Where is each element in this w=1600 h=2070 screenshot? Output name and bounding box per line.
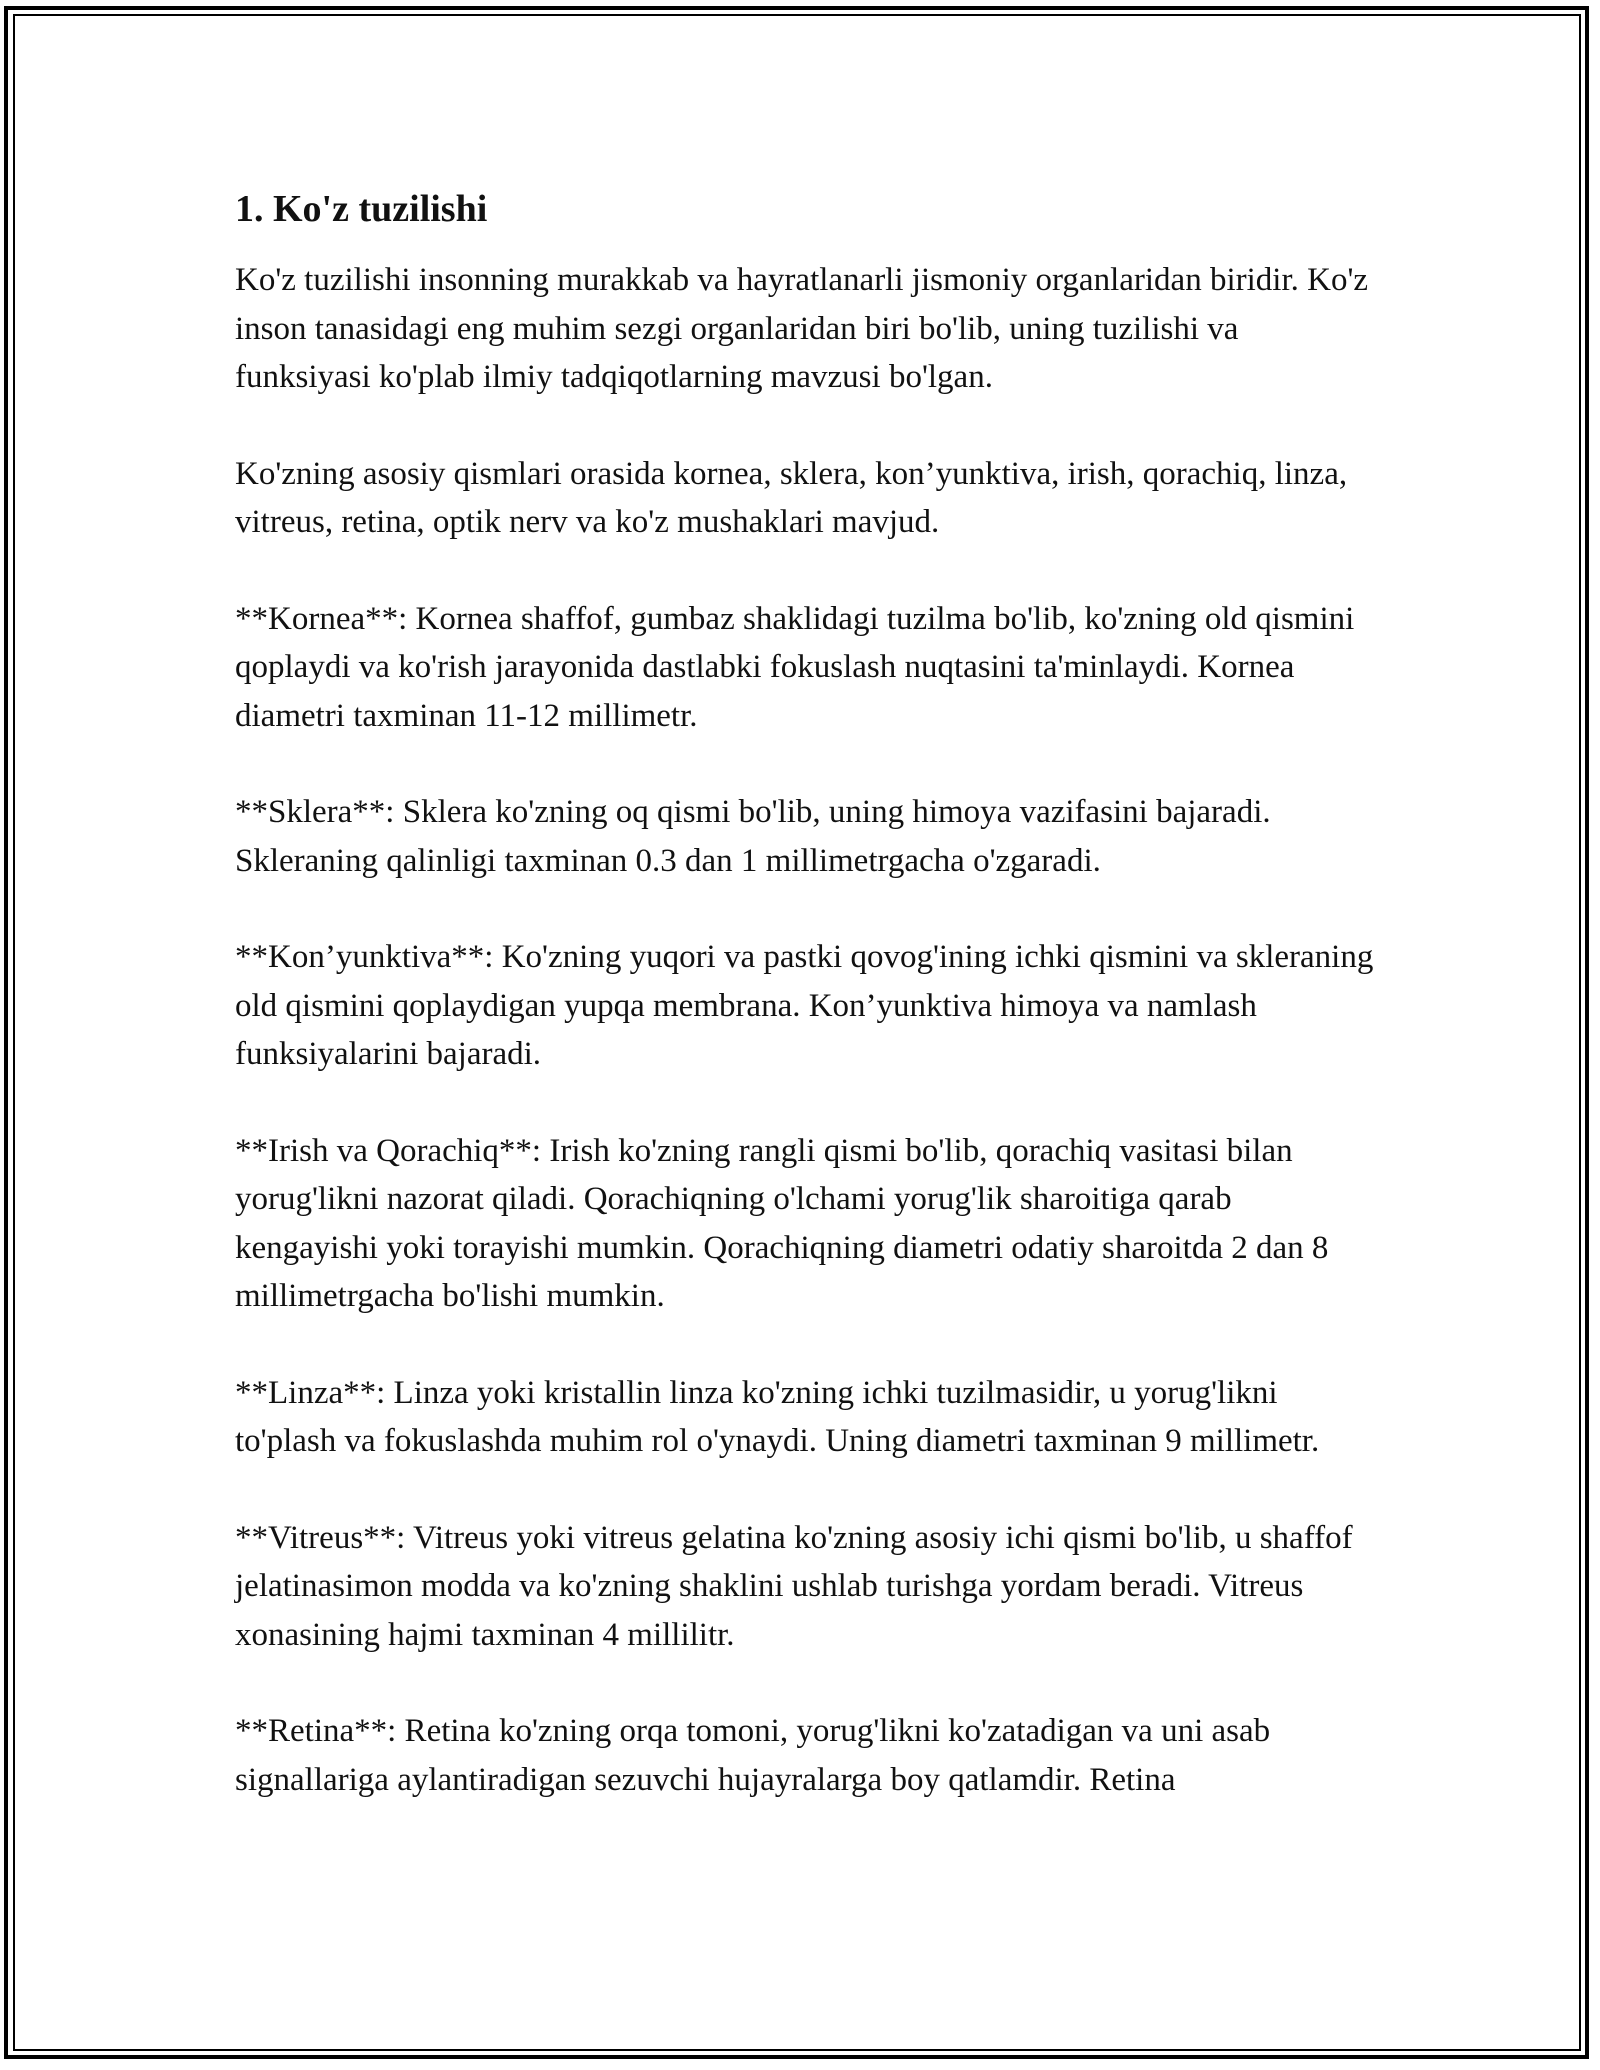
paragraph-retina: **Retina**: Retina ko'zning orqa tomoni, yorug'likni ko'zatadigan va uni asab signallariga aylantiradigan sezuvchi hujayralarga boy qatlamdir. Retina (235, 1713, 1271, 1798)
paragraph-konyunktiva: **Kon’yunktiva**: Ko'zning yuqori va pastki qovog'ining ichki qismini va skleraning old qismini qoplaydigan yupqa membrana. Kon’yunktiva himoya va namlash funksiyalarini bajaradi. (235, 939, 1374, 1073)
document-body (235, 185, 1375, 1852)
paragraph-irish-qorachiq: **Irish va Qorachiq**: Irish ko'zning rangli qismi bo'lib, qorachiq vasitasi bilan yorug'likni nazorat qiladi. Qorachiqning o'lchami yorug'lik sharoitiga qarab kengayishi yoki torayishi mumkin. Qorachiqning diametri odatiy sharoitda 2 dan 8 millimetrgacha bo'lishi mumkin. (235, 1132, 1329, 1315)
paragraph-vitreus: **Vitreus**: Vitreus yoki vitreus gelatina ko'zning asosiy ichi qismi bo'lib, u shaffof jelatinasimon modda va ko'zning shaklini ushlab turishga yordam beradi. Vitreus xonasining hajmi taxminan 4 millilitr. (235, 1519, 1353, 1653)
paragraph-sklera: **Sklera**: Sklera ko'zning oq qismi bo'lib, uning himoya vazifasini bajaradi. Skleraning qalinligi taxminan 0.3 dan 1 millimetrgacha o'zgaradi. (235, 794, 1271, 879)
section-heading: 1. Ko'z tuzilishi (235, 188, 488, 230)
paragraph-linza: **Linza**: Linza yoki kristallin linza ko'zning ichki tuzilmasidir, u yorug'likni to'plash va fokuslashda muhim rol o'ynaydi. Uning diametri taxminan 9 millimetr. (235, 1374, 1320, 1460)
paragraph-main-parts: Ko'zning asosiy qismlari orasida kornea, sklera, kon’yunktiva, irish, qorachiq, linza, vitreus, retina, optik nerv va ko'z mushaklari mavjud. (235, 455, 1348, 541)
paragraph-kornea: **Kornea**: Kornea shaffof, gumbaz shaklidagi tuzilma bo'lib, ko'zning old qismini qoplaydi va ko'rish jarayonida dastlabki fokuslash nuqtasini ta'minlaydi. Kornea diametri taxminan 11-12 millimetr. (235, 600, 1355, 734)
paragraph-intro: Ko'z tuzilishi insonning murakkab va hayratlanarli jismoniy organlaridan biridir. Ko'z inson tanasidagi eng muhim sezgi organlaridan biri bo'lib, uning tuzilishi va funksiyasi ko'plab ilmiy tadqiqotlarning mavzusi bo'lgan. (235, 262, 1369, 396)
